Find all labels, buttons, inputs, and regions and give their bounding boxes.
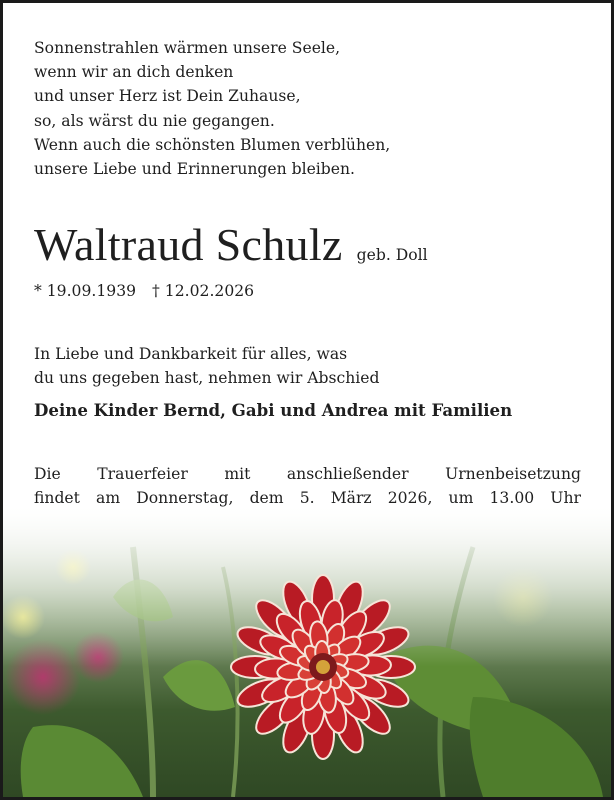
notice-word: Urnenbeisetzung [445, 465, 581, 483]
notice-word: 5. [299, 489, 315, 507]
death-date: † 12.02.2026 [152, 282, 255, 300]
dahlia-illustration [3, 507, 611, 797]
birth-name: geb. Doll [356, 246, 428, 264]
notice-word: 13.00 [489, 489, 535, 507]
poem-line: unsere Liebe und Erinnerungen bleiben. [34, 160, 356, 179]
poem-line: Wenn auch die schönsten Blumen verblühen, [34, 135, 391, 154]
notice-word: mit [224, 465, 251, 483]
notice-word: Trauerfeier [97, 465, 188, 483]
notice-word: 2026, [387, 489, 433, 507]
notice-line [34, 462, 581, 486]
poem [34, 36, 581, 181]
deceased-name: Waltraud Schulz [34, 219, 343, 270]
poem-line: wenn wir an dich denken [34, 63, 234, 82]
farewell-line: du uns gegeben hast, nehmen wir Abschied [34, 369, 380, 387]
notice-word: anschließender [286, 465, 409, 483]
notice-word: Donnerstag, [136, 489, 234, 507]
dahlia-center-pollen [316, 660, 330, 674]
life-dates [34, 282, 581, 300]
notice-word: dem [249, 489, 284, 507]
poem-line: so, als wärst du nie gegangen. [34, 111, 275, 130]
notice-word: Die [34, 465, 61, 483]
notice-word: März [330, 489, 372, 507]
notice-word: findet [34, 489, 80, 507]
poem-line: Sonnenstrahlen wärmen unsere Seele, [34, 39, 341, 57]
notice-word: am [96, 489, 121, 507]
notice-word: um [448, 489, 474, 507]
birth-date: * 19.09.1939 [34, 282, 137, 300]
notice-word: Uhr [550, 489, 581, 507]
poem-line: und unser Herz ist Dein Zuhause, [34, 87, 301, 106]
dahlia-flower [231, 575, 415, 759]
dahlia-photo [3, 507, 611, 797]
farewell-text [34, 342, 581, 390]
mourners: Deine Kinder Bernd, Gabi und Andrea mit Familien [34, 400, 513, 420]
farewell-line: In Liebe und Dankbarkeit für alles, was [34, 345, 348, 363]
name-row [34, 218, 581, 271]
